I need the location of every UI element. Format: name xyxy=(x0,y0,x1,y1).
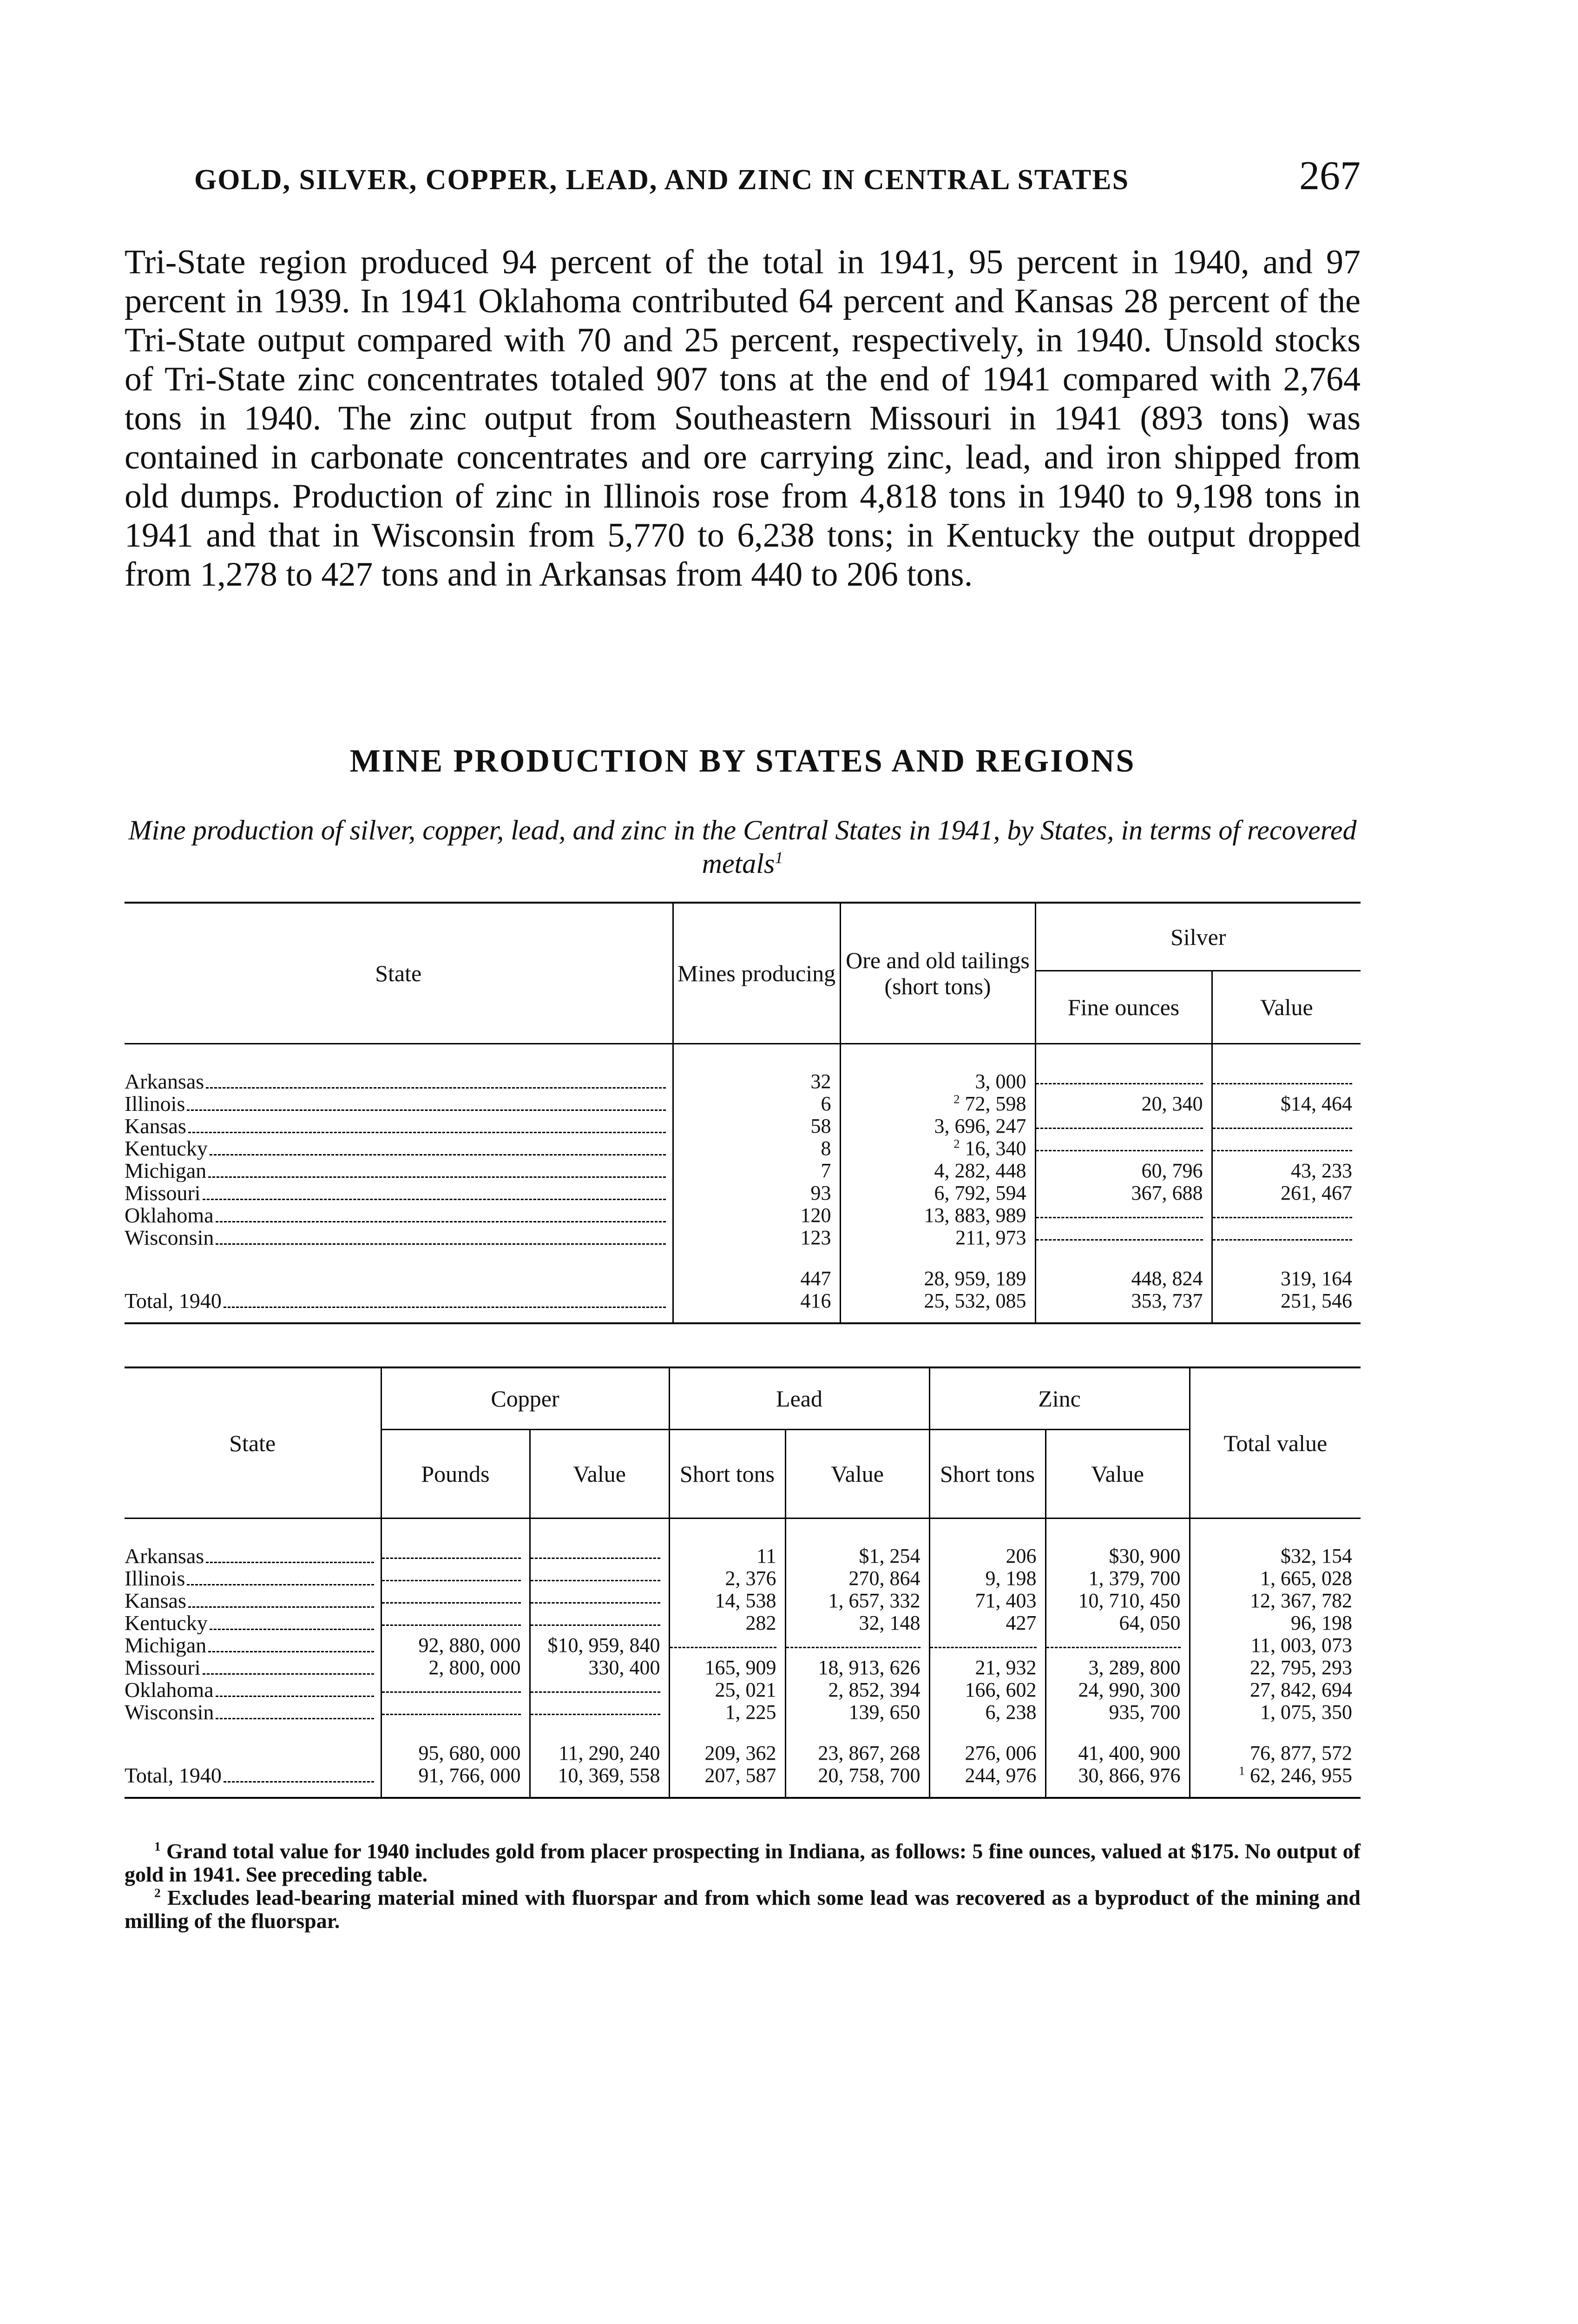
state-name xyxy=(125,1160,673,1182)
mines-producing: 32 xyxy=(673,1044,840,1093)
footnote-2-mark: 2 xyxy=(154,1885,161,1900)
state-label: Kansas xyxy=(125,1590,186,1612)
empty-leader xyxy=(1036,1127,1203,1129)
totals-row xyxy=(125,1249,1361,1290)
header-copper-pounds: Pounds xyxy=(381,1430,530,1519)
state-label: Illinois xyxy=(125,1567,185,1590)
silver-fine-ounces xyxy=(1035,1204,1212,1227)
zinc-short-tons: 21, 932 xyxy=(929,1657,1045,1679)
silver-fine-ounces xyxy=(1035,1115,1212,1137)
lead-value: 1, 657, 332 xyxy=(785,1590,929,1612)
zinc-value: 1, 379, 700 xyxy=(1045,1567,1190,1590)
total-1940-cu-lb: 91, 766, 000 xyxy=(381,1764,530,1798)
state-name xyxy=(125,1590,381,1612)
empty-leader xyxy=(531,1557,660,1559)
silver-value xyxy=(1212,1227,1361,1249)
total-value: $32, 154 xyxy=(1190,1519,1361,1568)
dot-leader xyxy=(216,1718,374,1719)
ore-tons-value: 3, 000 xyxy=(975,1070,1026,1093)
header-state-2: State xyxy=(125,1367,381,1519)
total-silver-ounces: 448, 824 xyxy=(1035,1249,1212,1290)
lead-short-tons: 11 xyxy=(669,1519,785,1568)
lead-value: 2, 852, 394 xyxy=(785,1679,929,1701)
silver-value xyxy=(1212,1044,1361,1093)
footnote-ref: 2 xyxy=(953,1092,960,1106)
silver-fine-ounces xyxy=(1035,1137,1212,1160)
table-row xyxy=(125,1044,1361,1093)
empty-leader xyxy=(1213,1216,1353,1218)
footnote-2 xyxy=(125,1886,1361,1933)
total-1940-total-value-text: 62, 246, 955 xyxy=(1250,1764,1353,1787)
table-row xyxy=(125,1567,1361,1590)
table-row xyxy=(125,1204,1361,1227)
lead-value: 18, 913, 626 xyxy=(785,1657,929,1679)
lead-short-tons: 2, 376 xyxy=(669,1567,785,1590)
state-name xyxy=(125,1137,673,1160)
zinc-short-tons: 206 xyxy=(929,1519,1045,1568)
ore-tons-value: 6, 792, 594 xyxy=(934,1182,1026,1204)
ore-tons xyxy=(840,1137,1035,1160)
lead-short-tons: 25, 021 xyxy=(669,1679,785,1701)
section-heading: MINE PRODUCTION BY STATES AND REGIONS xyxy=(349,743,1136,779)
table-row xyxy=(125,1160,1361,1182)
total-1940-ore: 25, 532, 085 xyxy=(840,1290,1035,1323)
mines-producing: 58 xyxy=(673,1115,840,1137)
base-metals-table xyxy=(125,1367,1361,1799)
lead-short-tons: 165, 909 xyxy=(669,1657,785,1679)
header-zinc-short-tons: Short tons xyxy=(929,1430,1045,1519)
copper-value xyxy=(530,1567,669,1590)
zinc-value: 64, 050 xyxy=(1045,1612,1190,1634)
total-1940-mines: 416 xyxy=(673,1290,840,1323)
empty-leader xyxy=(531,1691,660,1693)
mines-producing: 120 xyxy=(673,1204,840,1227)
header-zinc-value: Value xyxy=(1045,1430,1190,1519)
copper-pounds: 2, 800, 000 xyxy=(381,1657,530,1679)
empty-leader xyxy=(1213,1083,1353,1084)
footnote-1-mark: 1 xyxy=(154,1839,161,1854)
copper-pounds xyxy=(381,1612,530,1634)
zinc-short-tons: 71, 403 xyxy=(929,1590,1045,1612)
empty-leader xyxy=(1046,1646,1181,1648)
table-row xyxy=(125,1701,1361,1723)
silver-value: 261, 467 xyxy=(1212,1182,1361,1204)
dot-leader xyxy=(224,1781,374,1783)
ore-tons xyxy=(840,1093,1035,1115)
zinc-short-tons: 166, 602 xyxy=(929,1679,1045,1701)
body-paragraph xyxy=(125,243,1361,594)
state-name xyxy=(125,1093,673,1115)
total-value: 96, 198 xyxy=(1190,1612,1361,1634)
silver-fine-ounces: 367, 688 xyxy=(1035,1182,1212,1204)
empty-leader xyxy=(382,1691,521,1693)
totals-label-blank xyxy=(125,1723,381,1764)
copper-value: $10, 959, 840 xyxy=(530,1634,669,1657)
ore-tons xyxy=(840,1227,1035,1249)
table-caption-text: Mine production of silver, copper, lead, and zinc in the Central States in 1941, by States, in terms of recovered metals xyxy=(128,815,1357,879)
ore-tons-value: 4, 282, 448 xyxy=(934,1159,1026,1182)
footnotes xyxy=(125,1840,1361,1933)
mines-producing: 123 xyxy=(673,1227,840,1249)
total-total: 76, 877, 572 xyxy=(1190,1723,1361,1764)
copper-pounds xyxy=(381,1567,530,1590)
lead-short-tons xyxy=(669,1634,785,1657)
lead-value xyxy=(785,1634,929,1657)
silver-fine-ounces: 60, 796 xyxy=(1035,1160,1212,1182)
base-metals-table-body xyxy=(125,1519,1361,1798)
empty-leader xyxy=(1036,1083,1203,1084)
empty-leader xyxy=(382,1624,521,1626)
copper-pounds xyxy=(381,1679,530,1701)
footnote-ref: 1 xyxy=(1238,1763,1245,1778)
caption-footnote-ref: 1 xyxy=(775,848,783,867)
total-1940-zn-val: 30, 866, 976 xyxy=(1045,1764,1190,1798)
empty-leader xyxy=(1213,1239,1353,1241)
empty-leader xyxy=(382,1713,521,1715)
ore-tons xyxy=(840,1204,1035,1227)
state-label: Illinois xyxy=(125,1093,185,1115)
total-1940-zn-tons: 244, 976 xyxy=(929,1764,1045,1798)
footnote-1 xyxy=(125,1840,1361,1886)
empty-leader xyxy=(531,1713,660,1715)
mines-producing: 6 xyxy=(673,1093,840,1115)
state-name xyxy=(125,1519,381,1568)
empty-leader xyxy=(1036,1149,1203,1151)
total-1940-total-value xyxy=(1190,1764,1361,1798)
totals-row xyxy=(125,1723,1361,1764)
total-value: 22, 795, 293 xyxy=(1190,1657,1361,1679)
state-name xyxy=(125,1612,381,1634)
page-number: 267 xyxy=(1299,153,1361,198)
empty-leader xyxy=(1213,1149,1353,1151)
ore-tons-value: 3, 696, 247 xyxy=(934,1115,1026,1137)
ore-tons-value: 211, 973 xyxy=(955,1226,1026,1249)
silver-fine-ounces xyxy=(1035,1044,1212,1093)
silver-value: $14, 464 xyxy=(1212,1093,1361,1115)
header-mines-producing: Mines producing xyxy=(673,903,840,1044)
mines-producing: 7 xyxy=(673,1160,840,1182)
ore-tons-value: 13, 883, 989 xyxy=(924,1204,1026,1227)
total-value: 11, 003, 073 xyxy=(1190,1634,1361,1657)
mines-producing: 8 xyxy=(673,1137,840,1160)
zinc-short-tons xyxy=(929,1634,1045,1657)
zinc-value: 24, 990, 300 xyxy=(1045,1679,1190,1701)
header-zinc: Zinc xyxy=(929,1367,1190,1430)
silver-table-body xyxy=(125,1044,1361,1324)
total-1940-pb-tons: 207, 587 xyxy=(669,1764,785,1798)
zinc-value xyxy=(1045,1634,1190,1657)
copper-value xyxy=(530,1519,669,1568)
mines-producing: 93 xyxy=(673,1182,840,1204)
lead-value: 270, 864 xyxy=(785,1567,929,1590)
empty-leader xyxy=(382,1557,521,1559)
copper-pounds xyxy=(381,1701,530,1723)
zinc-value: $30, 900 xyxy=(1045,1519,1190,1568)
silver-fine-ounces xyxy=(1035,1227,1212,1249)
empty-leader xyxy=(531,1602,660,1604)
silver-value xyxy=(1212,1115,1361,1137)
state-label: Michigan xyxy=(125,1634,207,1657)
state-label: Arkansas xyxy=(125,1070,204,1093)
empty-leader xyxy=(786,1646,920,1648)
empty-leader xyxy=(531,1579,660,1581)
empty-leader xyxy=(930,1646,1037,1648)
state-name xyxy=(125,1182,673,1204)
state-name xyxy=(125,1634,381,1657)
state-name xyxy=(125,1657,381,1679)
header-lead: Lead xyxy=(669,1367,929,1430)
state-name xyxy=(125,1115,673,1137)
state-label: Wisconsin xyxy=(125,1227,214,1249)
header-total-value: Total value xyxy=(1190,1367,1361,1519)
ore-tons xyxy=(840,1160,1035,1182)
total-1940-row xyxy=(125,1764,1361,1798)
footnote-ref: 2 xyxy=(953,1136,960,1151)
dot-leader xyxy=(216,1243,665,1245)
total-cu-lb: 95, 680, 000 xyxy=(381,1723,530,1764)
state-label: Kansas xyxy=(125,1115,186,1137)
lead-short-tons: 14, 538 xyxy=(669,1590,785,1612)
table-row xyxy=(125,1093,1361,1115)
zinc-value: 3, 289, 800 xyxy=(1045,1657,1190,1679)
state-label: Missouri xyxy=(125,1182,201,1204)
table-row xyxy=(125,1590,1361,1612)
dot-leader xyxy=(210,1154,666,1155)
dot-leader xyxy=(224,1307,666,1308)
silver-value xyxy=(1212,1137,1361,1160)
empty-leader xyxy=(1213,1127,1353,1129)
lead-short-tons: 282 xyxy=(669,1612,785,1634)
zinc-short-tons: 427 xyxy=(929,1612,1045,1634)
total-ore: 28, 959, 189 xyxy=(840,1249,1035,1290)
header-silver-fine-ounces: Fine ounces xyxy=(1035,971,1212,1044)
total-1940-silver-ounces: 353, 737 xyxy=(1035,1290,1212,1323)
empty-leader xyxy=(1036,1239,1203,1241)
table-row xyxy=(125,1115,1361,1137)
lead-value: $1, 254 xyxy=(785,1519,929,1568)
state-label: Wisconsin xyxy=(125,1701,214,1723)
table-caption xyxy=(125,813,1361,880)
copper-pounds: 92, 880, 000 xyxy=(381,1634,530,1657)
state-label: Total, 1940 xyxy=(125,1290,222,1313)
table-row xyxy=(125,1612,1361,1634)
empty-leader xyxy=(670,1646,776,1648)
table-row xyxy=(125,1137,1361,1160)
dot-leader xyxy=(216,1221,666,1222)
dot-leader xyxy=(216,1696,374,1697)
state-label: Kentucky xyxy=(125,1137,208,1160)
total-value: 1, 075, 350 xyxy=(1190,1701,1361,1723)
total-zn-tons: 276, 006 xyxy=(929,1723,1045,1764)
dot-leader xyxy=(208,1651,374,1652)
dot-leader xyxy=(188,1132,666,1133)
totals-label-blank xyxy=(125,1249,673,1290)
state-label: Kentucky xyxy=(125,1612,208,1634)
zinc-short-tons: 9, 198 xyxy=(929,1567,1045,1590)
header-lead-short-tons: Short tons xyxy=(669,1430,785,1519)
total-1940-silver-value: 251, 546 xyxy=(1212,1290,1361,1323)
dot-leader xyxy=(210,1629,374,1630)
dot-leader xyxy=(187,1109,665,1111)
empty-leader xyxy=(382,1602,521,1604)
state-label: Total, 1940 xyxy=(125,1764,222,1787)
total-value: 27, 842, 694 xyxy=(1190,1679,1361,1701)
dot-leader xyxy=(208,1176,665,1178)
dot-leader xyxy=(203,1673,374,1675)
silver-value xyxy=(1212,1204,1361,1227)
copper-pounds xyxy=(381,1519,530,1568)
state-name xyxy=(125,1044,673,1093)
total-1940-label xyxy=(125,1290,673,1323)
total-1940-pb-val: 20, 758, 700 xyxy=(785,1764,929,1798)
total-silver-value: 319, 164 xyxy=(1212,1249,1361,1290)
total-zn-val: 41, 400, 900 xyxy=(1045,1723,1190,1764)
ore-tons-value: 72, 598 xyxy=(965,1092,1026,1115)
footnote-1-text: Grand total value for 1940 includes gold from placer prospecting in Indiana, as follows: 5 fine ounces, valued at $175. No output of gold in 1941. See preceding table. xyxy=(125,1839,1361,1886)
total-1940-cu-val: 10, 369, 558 xyxy=(530,1764,669,1798)
table-row xyxy=(125,1519,1361,1568)
total-1940-label xyxy=(125,1764,381,1798)
header-silver: Silver xyxy=(1035,903,1361,971)
total-pb-tons: 209, 362 xyxy=(669,1723,785,1764)
copper-value: 330, 400 xyxy=(530,1657,669,1679)
state-label: Arkansas xyxy=(125,1544,204,1567)
silver-table xyxy=(125,902,1361,1324)
header-copper: Copper xyxy=(381,1367,669,1430)
total-value: 12, 367, 782 xyxy=(1190,1590,1361,1612)
empty-leader xyxy=(382,1579,521,1581)
lead-short-tons: 1, 225 xyxy=(669,1701,785,1723)
state-name xyxy=(125,1567,381,1590)
silver-value: 43, 233 xyxy=(1212,1160,1361,1182)
total-mines: 447 xyxy=(673,1249,840,1290)
table-row xyxy=(125,1182,1361,1204)
copper-value xyxy=(530,1679,669,1701)
state-name xyxy=(125,1679,381,1701)
copper-value xyxy=(530,1701,669,1723)
table-row xyxy=(125,1657,1361,1679)
table-row xyxy=(125,1227,1361,1249)
running-header xyxy=(125,153,1361,210)
dot-leader xyxy=(188,1606,374,1608)
header-silver-value: Value xyxy=(1212,971,1361,1044)
header-lead-value: Value xyxy=(785,1430,929,1519)
copper-pounds xyxy=(381,1590,530,1612)
footnote-2-text: Excludes lead-bearing material mined with fluorspar and from which some lead was recovered as a byproduct of the mining and milling of the fluorspar. xyxy=(125,1886,1361,1933)
ore-tons xyxy=(840,1115,1035,1137)
copper-value xyxy=(530,1612,669,1634)
zinc-short-tons: 6, 238 xyxy=(929,1701,1045,1723)
zinc-value: 10, 710, 450 xyxy=(1045,1590,1190,1612)
dot-leader xyxy=(206,1087,665,1089)
total-cu-val: 11, 290, 240 xyxy=(530,1723,669,1764)
state-label: Michigan xyxy=(125,1160,207,1182)
state-label: Missouri xyxy=(125,1657,201,1679)
ore-tons xyxy=(840,1044,1035,1093)
state-label: Oklahoma xyxy=(125,1679,214,1701)
dot-leader xyxy=(203,1199,666,1200)
dot-leader xyxy=(187,1584,374,1585)
table-row xyxy=(125,1679,1361,1701)
copper-value xyxy=(530,1590,669,1612)
state-label: Oklahoma xyxy=(125,1204,214,1227)
state-name xyxy=(125,1204,673,1227)
zinc-value: 935, 700 xyxy=(1045,1701,1190,1723)
running-title: GOLD, SILVER, COPPER, LEAD, AND ZINC IN CENTRAL STATES xyxy=(194,164,1130,196)
silver-fine-ounces: 20, 340 xyxy=(1035,1093,1212,1115)
empty-leader xyxy=(531,1624,660,1626)
ore-tons xyxy=(840,1182,1035,1204)
header-copper-value: Value xyxy=(530,1430,669,1519)
dot-leader xyxy=(206,1562,374,1563)
total-value: 1, 665, 028 xyxy=(1190,1567,1361,1590)
total-1940-row xyxy=(125,1290,1361,1323)
body-paragraph-text: Tri-State region produced 94 percent of the total in 1941, 95 percent in 1940, and 97 percent in 1939. In 1941 Oklahoma contributed 64 percent and Kansas 28 percent of the Tri-State output compared with 70 and 25 percent, respectively, in 1940. Unsold stocks of Tri-State zinc concentrates totaled 907 tons at the end of 1941 compared with 2,764 tons in 1940. The zinc output from Southeastern Missouri in 1941 (893 tons) was contained in carbonate concentrates and ore carrying zinc, lead, and iron shipped from old dumps. Production of zinc in Illinois rose from 4,818 tons in 1940 to 9,198 tons in 1941 and that in Wisconsin from 5,770 to 6,238 tons; in Kentucky the output dropped from 1,278 to 427 tons and in Arkansas from 440 to 206 tons. xyxy=(125,243,1361,594)
total-pb-val: 23, 867, 268 xyxy=(785,1723,929,1764)
header-ore-tailings: Ore and old tailings (short tons) xyxy=(840,903,1035,1044)
header-state: State xyxy=(125,903,673,1044)
state-name xyxy=(125,1701,381,1723)
lead-value: 139, 650 xyxy=(785,1701,929,1723)
ore-tons-value: 16, 340 xyxy=(965,1137,1026,1160)
state-name xyxy=(125,1227,673,1249)
lead-value: 32, 148 xyxy=(785,1612,929,1634)
empty-leader xyxy=(1036,1216,1203,1218)
table-row xyxy=(125,1634,1361,1657)
